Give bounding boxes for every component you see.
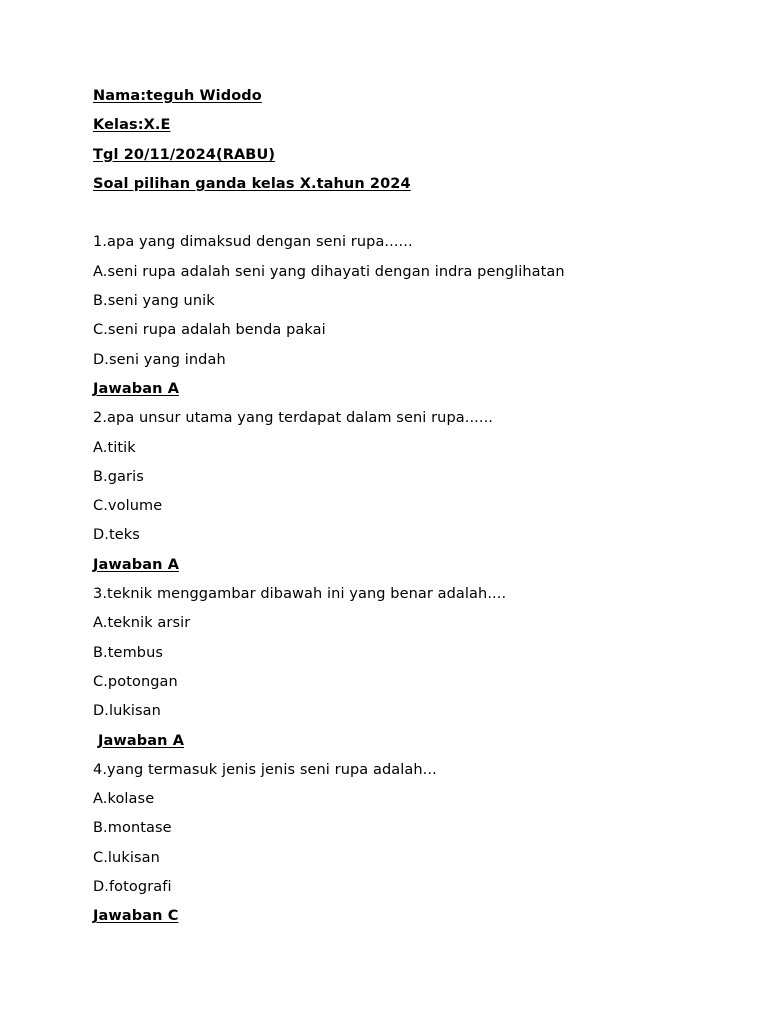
option-c: C.volume xyxy=(93,498,163,515)
option-d: D.fotografi xyxy=(93,879,172,896)
question-block-1 xyxy=(93,232,733,408)
option-d: D.teks xyxy=(93,527,140,544)
option-a: A.kolase xyxy=(93,791,155,808)
answer-key: Jawaban A xyxy=(98,732,185,749)
answer-key: Jawaban A xyxy=(93,380,180,397)
question-block-3 xyxy=(93,584,733,760)
option-b: B.seni yang unik xyxy=(93,293,215,310)
exam-date: Tgl 20/11/2024(RABU) xyxy=(93,146,276,163)
option-c: C.seni rupa adalah benda pakai xyxy=(93,322,326,339)
question-text: 4.yang termasuk jenis jenis seni rupa adalah... xyxy=(93,761,437,778)
answer-key: Jawaban A xyxy=(93,556,180,573)
option-d: D.lukisan xyxy=(93,703,161,720)
question-block-2 xyxy=(93,408,733,584)
option-c: C.lukisan xyxy=(93,849,160,866)
option-b: B.tembus xyxy=(93,644,164,661)
option-b: B.garis xyxy=(93,468,144,485)
blank-line xyxy=(93,203,733,232)
question-block-4 xyxy=(93,760,733,936)
student-class: Kelas:X.E xyxy=(93,117,171,134)
question-text: 3.teknik menggambar dibawah ini yang benar adalah.... xyxy=(93,586,507,603)
exam-title: Soal pilihan ganda kelas X.tahun 2024 xyxy=(93,175,411,192)
document-content xyxy=(93,86,733,936)
option-a: A.teknik arsir xyxy=(93,615,191,632)
option-a: A.seni rupa adalah seni yang dihayati dengan indra penglihatan xyxy=(93,263,565,280)
option-d: D.seni yang indah xyxy=(93,351,226,368)
question-text: 1.apa yang dimaksud dengan seni rupa...... xyxy=(93,234,413,251)
option-b: B.montase xyxy=(93,820,172,837)
option-a: A.titik xyxy=(93,439,136,456)
option-c: C.potongan xyxy=(93,673,178,690)
answer-key: Jawaban C xyxy=(93,908,179,925)
student-name: Nama:teguh Widodo xyxy=(93,88,262,104)
question-text: 2.apa unsur utama yang terdapat dalam seni rupa...... xyxy=(93,410,493,427)
